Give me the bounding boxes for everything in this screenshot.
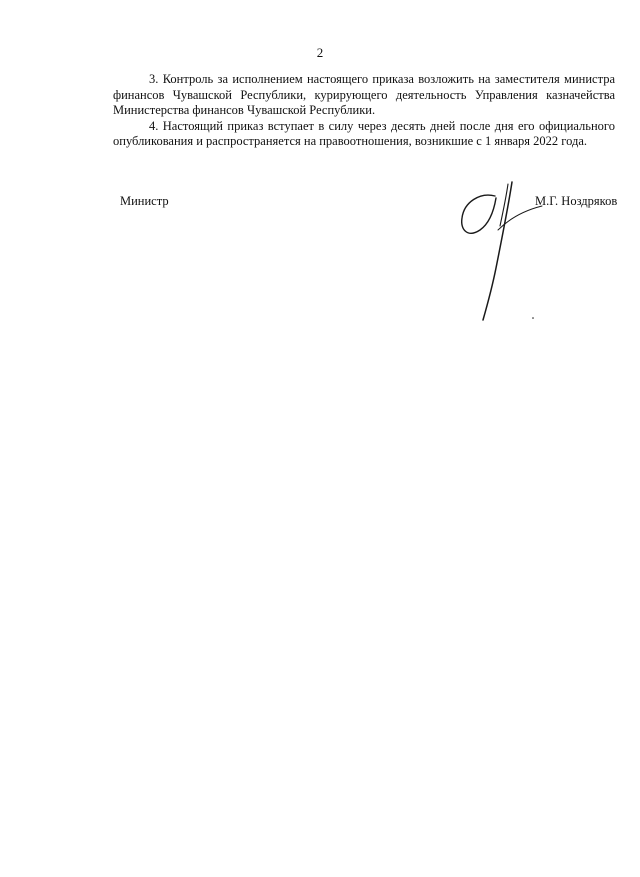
handwritten-signature	[440, 178, 550, 323]
paragraph-3: 3. Контроль за исполнением настоящего приказа возложить на заместителя министра финансов Чувашской Республики, курирующего деятельность Управления казначейства Министерства финансов Чувашской Республики.	[113, 72, 615, 117]
signer-position: Министр	[120, 194, 169, 208]
page-number: 2	[316, 45, 324, 60]
document-body	[113, 72, 615, 150]
paragraph-4: 4. Настоящий приказ вступает в силу через десять дней после дня его официального опубликования и распространяется на правоотношения, возникшие с 1 января 2022 года.	[113, 118, 615, 148]
signer-name: М.Г. Ноздряков	[535, 194, 618, 208]
